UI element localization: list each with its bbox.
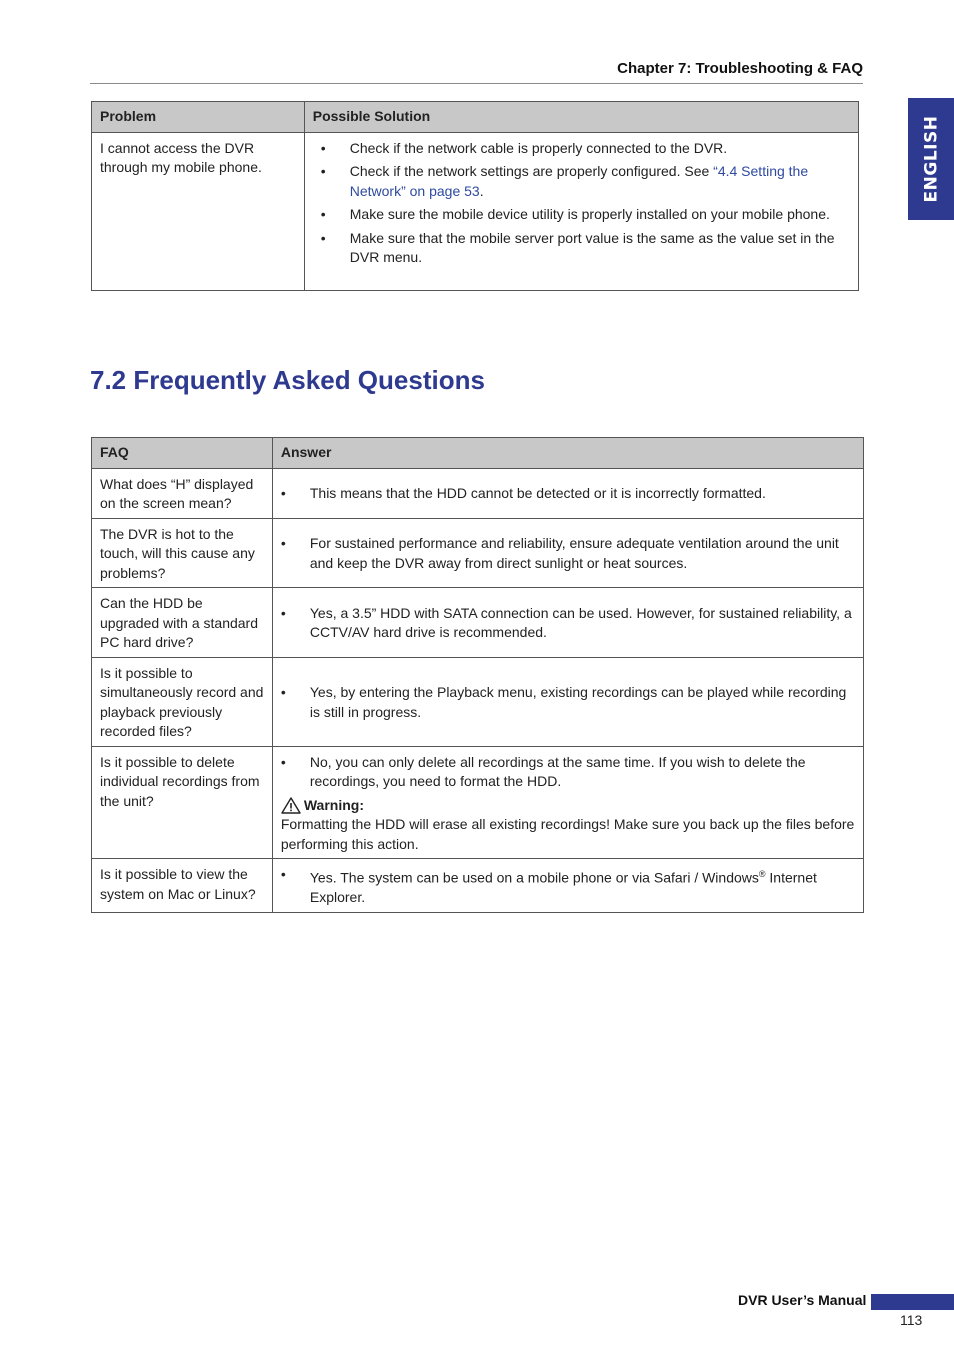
language-tab-label: ENGLISH (921, 115, 941, 203)
solution-item: • Make sure the mobile device utility is properly installed on your mobile phone. (338, 205, 850, 225)
faq-answer (272, 746, 863, 859)
table-header-row (92, 438, 864, 469)
column-header-solution: Possible Solution (304, 102, 858, 133)
answer-text-end: Internet Explorer. (309, 869, 817, 906)
warning-text: Formatting the HDD will erase all existing recordings! Make sure you back up the files before performing this action. (280, 816, 855, 852)
faq-answer (272, 859, 863, 913)
warning-heading (281, 796, 855, 816)
solution-item (338, 162, 850, 201)
table-row (92, 468, 864, 518)
answer-item: • This means that the HDD cannot be detected or it is incorrectly formatted. (298, 484, 855, 504)
faq-answer (272, 518, 863, 588)
registered-mark: ® (758, 869, 766, 879)
solution-item: • Check if the network cable is properly connected to the DVR. (338, 139, 850, 159)
faq-answer (272, 588, 863, 658)
solution-text-end: . (479, 182, 484, 199)
section-title: 7.2 Frequently Asked Questions (90, 365, 485, 395)
answer-item: • No, you can only delete all recordings at the same time. If you wish to delete the recordings, you need to format the HDD. (298, 753, 855, 792)
column-header-answer: Answer (272, 438, 863, 469)
table-row (92, 859, 864, 913)
faq-table (91, 437, 864, 913)
column-header-faq: FAQ (92, 438, 273, 469)
solution-cell (304, 132, 858, 290)
faq-question: Is it possible to delete individual recordings from the unit? (92, 746, 273, 859)
faq-question: Can the HDD be upgraded with a standard PC hard drive? (92, 588, 273, 658)
table-row (92, 746, 864, 859)
answer-item: • Yes, a 3.5” HDD with SATA connection can be used. However, for sustained reliability, a CCTV/AV hard drive is recommended. (298, 604, 855, 643)
warning-icon (281, 797, 301, 814)
table-header-row (92, 102, 859, 133)
language-tab (908, 98, 954, 220)
footer-accent-bar (871, 1294, 954, 1310)
answer-item: • Yes, by entering the Playback menu, existing recordings can be played while recording is still in progress. (298, 683, 855, 722)
table-row (92, 588, 864, 658)
header-divider (90, 83, 863, 84)
faq-question: What does “H” displayed on the screen mean? (92, 468, 273, 518)
table-row (92, 132, 859, 290)
chapter-title: Chapter 7: Troubleshooting & FAQ (617, 60, 863, 77)
table-row (92, 518, 864, 588)
cross-reference-link[interactable]: “4.4 Setting the Network” on page 53 (349, 163, 809, 199)
manual-title: DVR User’s Manual (738, 1292, 867, 1308)
table-row (92, 657, 864, 746)
solution-text: Check if the network settings are properly configured. See (349, 163, 714, 179)
answer-text: Yes. The system can be used on a mobile phone or via Safari / Windows (309, 869, 759, 886)
troubleshooting-table (91, 101, 859, 291)
faq-question: Is it possible to view the system on Mac or Linux? (92, 859, 273, 913)
faq-question: The DVR is hot to the touch, will this cause any problems? (92, 518, 273, 588)
answer-item: • For sustained performance and reliability, ensure adequate ventilation around the unit and keep the DVR away from direct sunlight or heat sources. (298, 534, 855, 573)
faq-answer (272, 657, 863, 746)
warning-label: Warning: (303, 796, 364, 813)
problem-cell: I cannot access the DVR through my mobile phone. (92, 132, 305, 290)
faq-question: Is it possible to simultaneously record and playback previously recorded files? (92, 657, 273, 746)
faq-answer (272, 468, 863, 518)
solution-item: • Make sure that the mobile server port value is the same as the value set in the DVR menu. (338, 229, 850, 268)
column-header-problem: Problem (92, 102, 305, 133)
answer-item (298, 865, 855, 908)
page-number: 113 (900, 1312, 923, 1328)
